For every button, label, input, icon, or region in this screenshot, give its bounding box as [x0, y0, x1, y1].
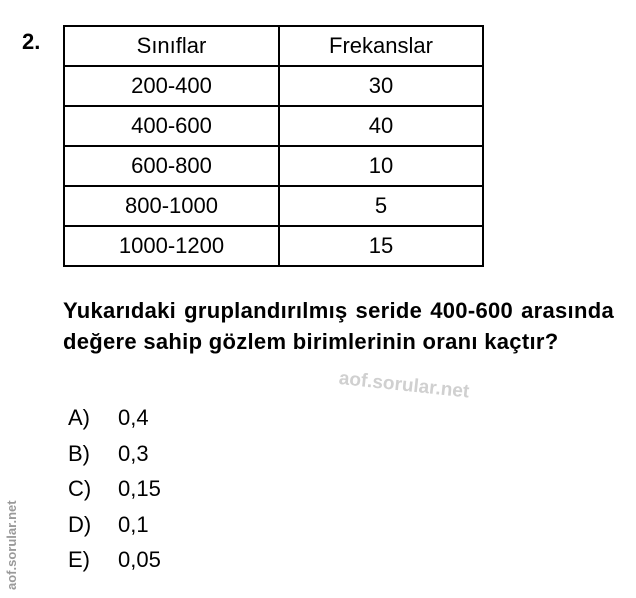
option-value: 0,3: [118, 440, 149, 466]
frequency-cell: 10: [279, 146, 483, 186]
header-frequencies: Frekanslar: [279, 26, 483, 66]
table-row: [64, 226, 483, 266]
option-value: 0,05: [118, 547, 161, 572]
option-value: 0,4: [118, 405, 149, 430]
answer-option[interactable]: [68, 405, 149, 431]
table-header-row: [64, 26, 483, 66]
table-row: [64, 66, 483, 106]
watermark: aof.sorular.net: [337, 368, 471, 403]
frequency-cell: 5: [279, 186, 483, 226]
answer-option[interactable]: [68, 547, 161, 573]
option-letter: E): [68, 547, 90, 572]
frequency-table: [63, 25, 484, 267]
class-cell: 400-600: [64, 106, 279, 146]
class-cell: 800-1000: [64, 186, 279, 226]
question-text: Yukarıdaki gruplandırılmış seride 400-600 arasında değere sahip gözlem birimlerinin oranı kaçtır?: [63, 298, 614, 354]
frequency-cell: 15: [279, 226, 483, 266]
class-cell: 600-800: [64, 146, 279, 186]
option-letter: D): [68, 511, 92, 537]
class-cell: 1000-1200: [64, 226, 279, 266]
class-cell: 200-400: [64, 66, 279, 106]
header-classes: Sınıflar: [64, 26, 279, 66]
table-row: [64, 186, 483, 226]
side-watermark: aof.sorular.net: [4, 500, 19, 590]
table-row: [64, 106, 483, 146]
frequency-cell: 30: [279, 66, 483, 106]
option-value: 0,15: [118, 476, 161, 501]
option-letter: C): [68, 476, 92, 501]
table-row: [64, 146, 483, 186]
answer-option[interactable]: [68, 476, 161, 502]
question-number: 2.: [22, 29, 41, 54]
option-letter: B): [68, 440, 90, 466]
option-value: 0,1: [118, 511, 149, 537]
frequency-cell: 40: [279, 106, 483, 146]
answer-option[interactable]: [68, 441, 149, 467]
answer-option[interactable]: [68, 512, 149, 538]
option-letter: A): [68, 405, 90, 430]
